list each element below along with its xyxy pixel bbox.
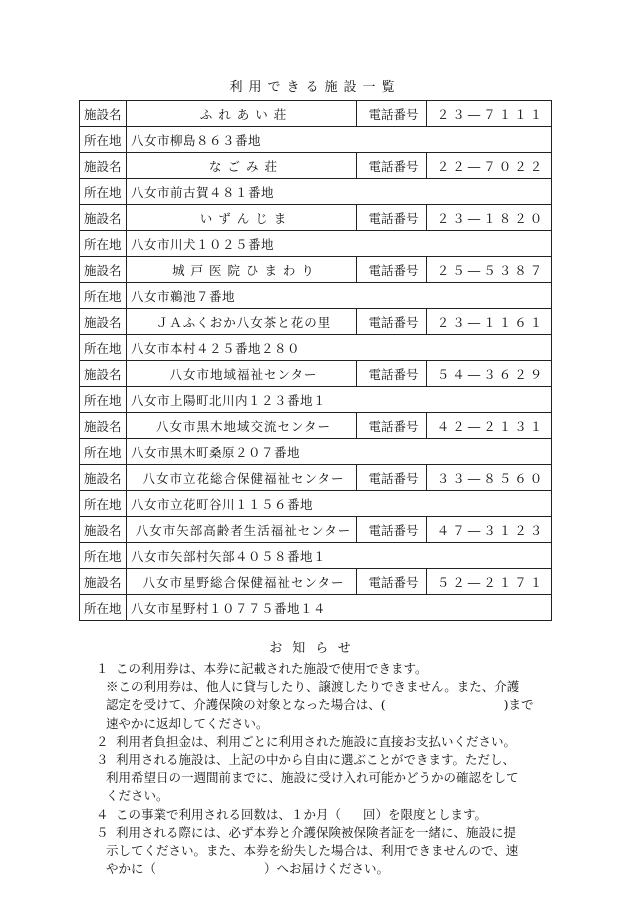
- facility-address-row: [80, 595, 552, 621]
- notice-list: [96, 660, 556, 878]
- notice-text: 回）を限度とします。: [363, 806, 488, 822]
- address-label: 所在地: [80, 179, 127, 205]
- facility-name-label: 施設名: [80, 569, 127, 595]
- phone-number: ５２―２１７１: [427, 569, 552, 595]
- facility-name-label: 施設名: [80, 257, 127, 283]
- facility-address-row: [80, 387, 552, 413]
- facility-table: [79, 100, 552, 621]
- notice-text: ください。: [106, 788, 169, 804]
- facility-name-row: [80, 413, 552, 439]
- facility-address-row: [80, 127, 552, 153]
- address-label: 所在地: [80, 543, 127, 569]
- address-label: 所在地: [80, 439, 127, 465]
- facility-name-label: 施設名: [80, 413, 127, 439]
- facility-name-row: [80, 257, 552, 283]
- notice-number: ３: [96, 752, 109, 768]
- facility-name-label: 施設名: [80, 101, 127, 127]
- phone-number: ２５―５３８７: [427, 257, 552, 283]
- facility-name: 八女市矢部高齢者生活福祉センター: [127, 517, 357, 543]
- phone-number: ４２―２１３１: [427, 413, 552, 439]
- notice-text: 利用される際には、必ず本券と介護保険被保険者証を一緒に、施設に提: [116, 824, 517, 840]
- phone-label: 電話番号: [357, 517, 427, 543]
- phone-label: 電話番号: [357, 465, 427, 491]
- facility-address: 八女市本村４２５番地２８０: [127, 335, 552, 361]
- facility-name: ＪＡふくおか八女茶と花の里: [127, 309, 357, 335]
- phone-number: ２２―７０２２: [427, 153, 552, 179]
- phone-label: 電話番号: [357, 101, 427, 127]
- facility-name: 八女市黒木地域交流センター: [127, 413, 357, 439]
- phone-label: 電話番号: [357, 361, 427, 387]
- notice-title: お知らせ: [269, 641, 361, 656]
- facility-address: 八女市上陽町北川内１２３番地１: [127, 387, 552, 413]
- phone-label: 電話番号: [357, 153, 427, 179]
- notice-text: この事業で利用される回数は、１か月（: [116, 806, 342, 822]
- facility-name-row: [80, 101, 552, 127]
- notice-subtext: )まで: [503, 697, 534, 713]
- facility-address: 八女市黒木町桑原２０７番地: [127, 439, 552, 465]
- notice-subtext: 認定を受けて、介護保険の対象となった場合は、(: [106, 697, 386, 713]
- facility-name: 八女市立花総合保健福祉センター: [127, 465, 357, 491]
- facility-name: 八女市星野総合保健福祉センター: [127, 569, 357, 595]
- facility-name-row: [80, 153, 552, 179]
- notice-number: ２: [96, 733, 109, 749]
- phone-number: ２３―１１６１: [427, 309, 552, 335]
- notice-item-5: [96, 824, 556, 879]
- facility-name-row: [80, 361, 552, 387]
- facility-name: な ご み 荘: [127, 153, 357, 179]
- address-label: 所在地: [80, 127, 127, 153]
- phone-label: 電話番号: [357, 257, 427, 283]
- facility-address: 八女市川犬１０２５番地: [127, 231, 552, 257]
- facility-name-label: 施設名: [80, 517, 127, 543]
- facility-name: 城 戸 医 院 ひ ま わ り: [127, 257, 357, 283]
- address-label: 所在地: [80, 283, 127, 309]
- facility-address-row: [80, 491, 552, 517]
- facility-address: 八女市柳島８６３番地: [127, 127, 552, 153]
- phone-label: 電話番号: [357, 569, 427, 595]
- facility-address-row: [80, 439, 552, 465]
- facility-name: い ず ん じ ま: [127, 205, 357, 231]
- facility-address: 八女市矢部村矢部４０５８番地１: [127, 543, 552, 569]
- notice-text: 利用される施設は、上記の中から自由に選ぶことができます。ただし、: [116, 752, 516, 768]
- notice-number: ５: [96, 824, 109, 840]
- facility-name-label: 施設名: [80, 153, 127, 179]
- facility-name-row: [80, 465, 552, 491]
- facility-address: 八女市立花町谷川１１５６番地: [127, 491, 552, 517]
- address-label: 所在地: [80, 595, 127, 621]
- facility-address-row: [80, 335, 552, 361]
- facility-address: 八女市星野村１０７７５番地１４: [127, 595, 552, 621]
- notice-item-2: [96, 733, 556, 751]
- facility-name-row: [80, 309, 552, 335]
- notice-subtext: 速やかに返却してください。: [106, 715, 269, 731]
- phone-number: ５４―３６２９: [427, 361, 552, 387]
- facility-name-row: [80, 205, 552, 231]
- notice-subtext: ※この利用券は、他人に貸与したり、譲渡したりできません。また、介護: [106, 679, 520, 695]
- phone-number: ３３―８５６０: [427, 465, 552, 491]
- notice-text: 示してください。また、本券を紛失した場合は、利用できませんので、速: [106, 843, 519, 859]
- facility-address: 八女市前古賀４８１番地: [127, 179, 552, 205]
- facility-name: ふ れ あ い 荘: [127, 101, 357, 127]
- notice-item-4: [96, 806, 556, 824]
- notice-subtext-line: [106, 696, 556, 714]
- phone-number: ２３―７１１１: [427, 101, 552, 127]
- notice-text: 利用希望日の一週間前までに、施設に受け入れ可能かどうかの確認をして: [106, 770, 519, 786]
- facility-address-row: [80, 283, 552, 309]
- facility-name-row: [80, 517, 552, 543]
- notice-item-3: [96, 751, 556, 806]
- phone-number: ４７―３１２３: [427, 517, 552, 543]
- notice-number: ４: [96, 806, 109, 822]
- address-label: 所在地: [80, 387, 127, 413]
- facility-name-label: 施設名: [80, 309, 127, 335]
- notice-text: やかに（: [106, 861, 157, 877]
- facility-address-row: [80, 179, 552, 205]
- facility-address-row: [80, 543, 552, 569]
- facility-name-row: [80, 569, 552, 595]
- address-label: 所在地: [80, 231, 127, 257]
- facility-name: 八女市地域福祉センター: [127, 361, 357, 387]
- phone-label: 電話番号: [357, 413, 427, 439]
- notice-text: 利用者負担金は、利用ごとに利用された施設に直接お支払いください。: [116, 733, 517, 749]
- facility-name-label: 施設名: [80, 205, 127, 231]
- facility-name-label: 施設名: [80, 465, 127, 491]
- facility-address: 八女市鵜池７番地: [127, 283, 552, 309]
- notice-text: ）へお届けください。: [264, 861, 390, 877]
- facility-table-body: [80, 101, 552, 621]
- notice-number: １: [96, 661, 109, 676]
- phone-number: ２３―１８２０: [427, 205, 552, 231]
- phone-label: 電話番号: [357, 205, 427, 231]
- page-title: 利用できる施設一覧: [229, 80, 401, 95]
- notice-item-1: [96, 660, 556, 733]
- notice-text: この利用券は、本券に記載された施設で使用できます。: [116, 661, 428, 676]
- address-label: 所在地: [80, 335, 127, 361]
- facility-name-label: 施設名: [80, 361, 127, 387]
- address-label: 所在地: [80, 491, 127, 517]
- facility-address-row: [80, 231, 552, 257]
- phone-label: 電話番号: [357, 309, 427, 335]
